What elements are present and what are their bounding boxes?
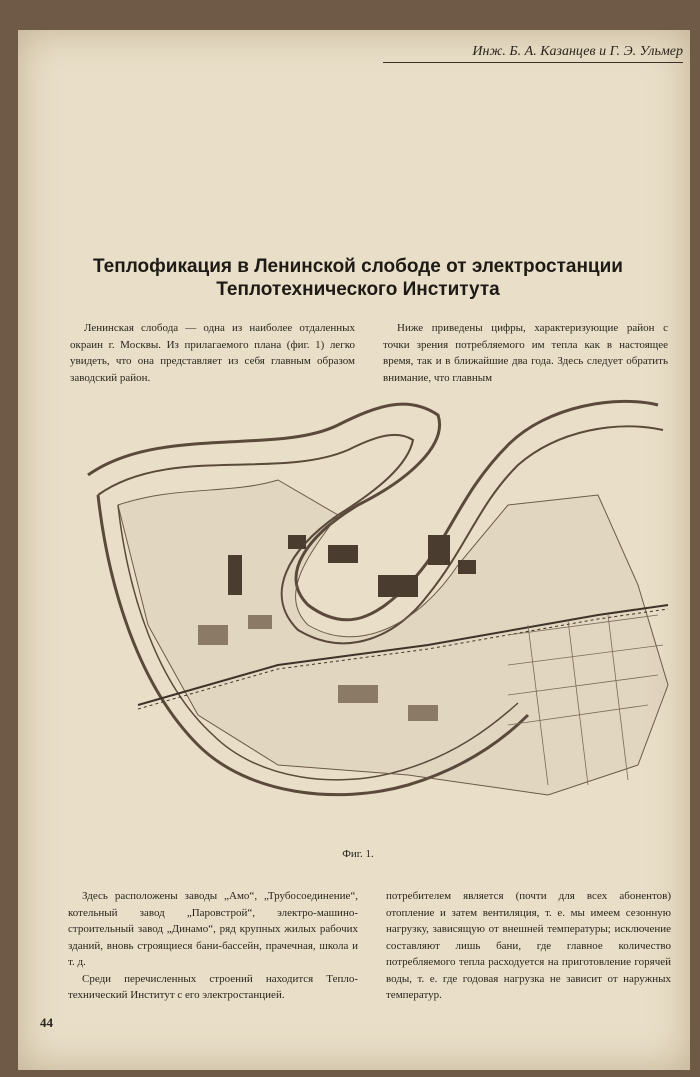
district-map-figure [78,385,678,825]
title-line-1: Теплофикация в Ленинской слободе от электростанции [93,256,623,277]
body-paragraph-2: Среди перечисленных строений находится Теплотехнический Институт с его электростанцией. [68,972,358,1001]
body-paragraph-right: потребителем является (почти для всех абонентов) отопление и затем вентиляция, т. е. мы имеем сезонную нагрузку, зависящую от внешней температуры; исключение составляют лишь бани, где главное количество потребляемого тепла расходуется на приготовление горячей воды, т. е. где годовая нагрузка не зависит от наружных температур. [386,890,671,1001]
body-paragraph-1: Здесь расположены заводы „Амо“, „Трубосоединение“, котельный завод „Паровстрой“, электро-машино-строительный завод „Динамо“, ряд крупных жилых рабочих зданий, вновь строящиеся бани-бассейн, прачечная, школа и т. д. [68,890,358,968]
intro-paragraph-right: Ниже приведены цифры, характеризующие район с точки зрения потребляемого им тепла как в настоящее время, так и в ближайшие два года. Здесь следует обратить внимание, что главным [383,322,668,384]
article-authors: Инж. Б. А. Казанцев и Г. Э. Ульмер [383,44,683,63]
document-page [18,30,690,1070]
figure-caption: Фиг. 1. [342,848,374,860]
bleed-through-text-right [388,85,658,255]
intro-column-left [70,320,355,386]
body-column-left [68,888,358,1004]
intro-paragraph-left: Ленинская слобода — одна из наиболее отдаленных окраин г. Москвы. Из прилагаемого плана (фиг. 1) легко увидеть, что она представляет из себя главным образом заводский район. [70,322,355,384]
page-number: 44 [40,1015,53,1030]
body-column-right [386,888,671,1004]
bleed-through-text-left [58,52,348,252]
intro-column-right [383,320,668,386]
title-line-2: Теплотехнического Института [216,279,500,300]
article-title [48,255,668,301]
